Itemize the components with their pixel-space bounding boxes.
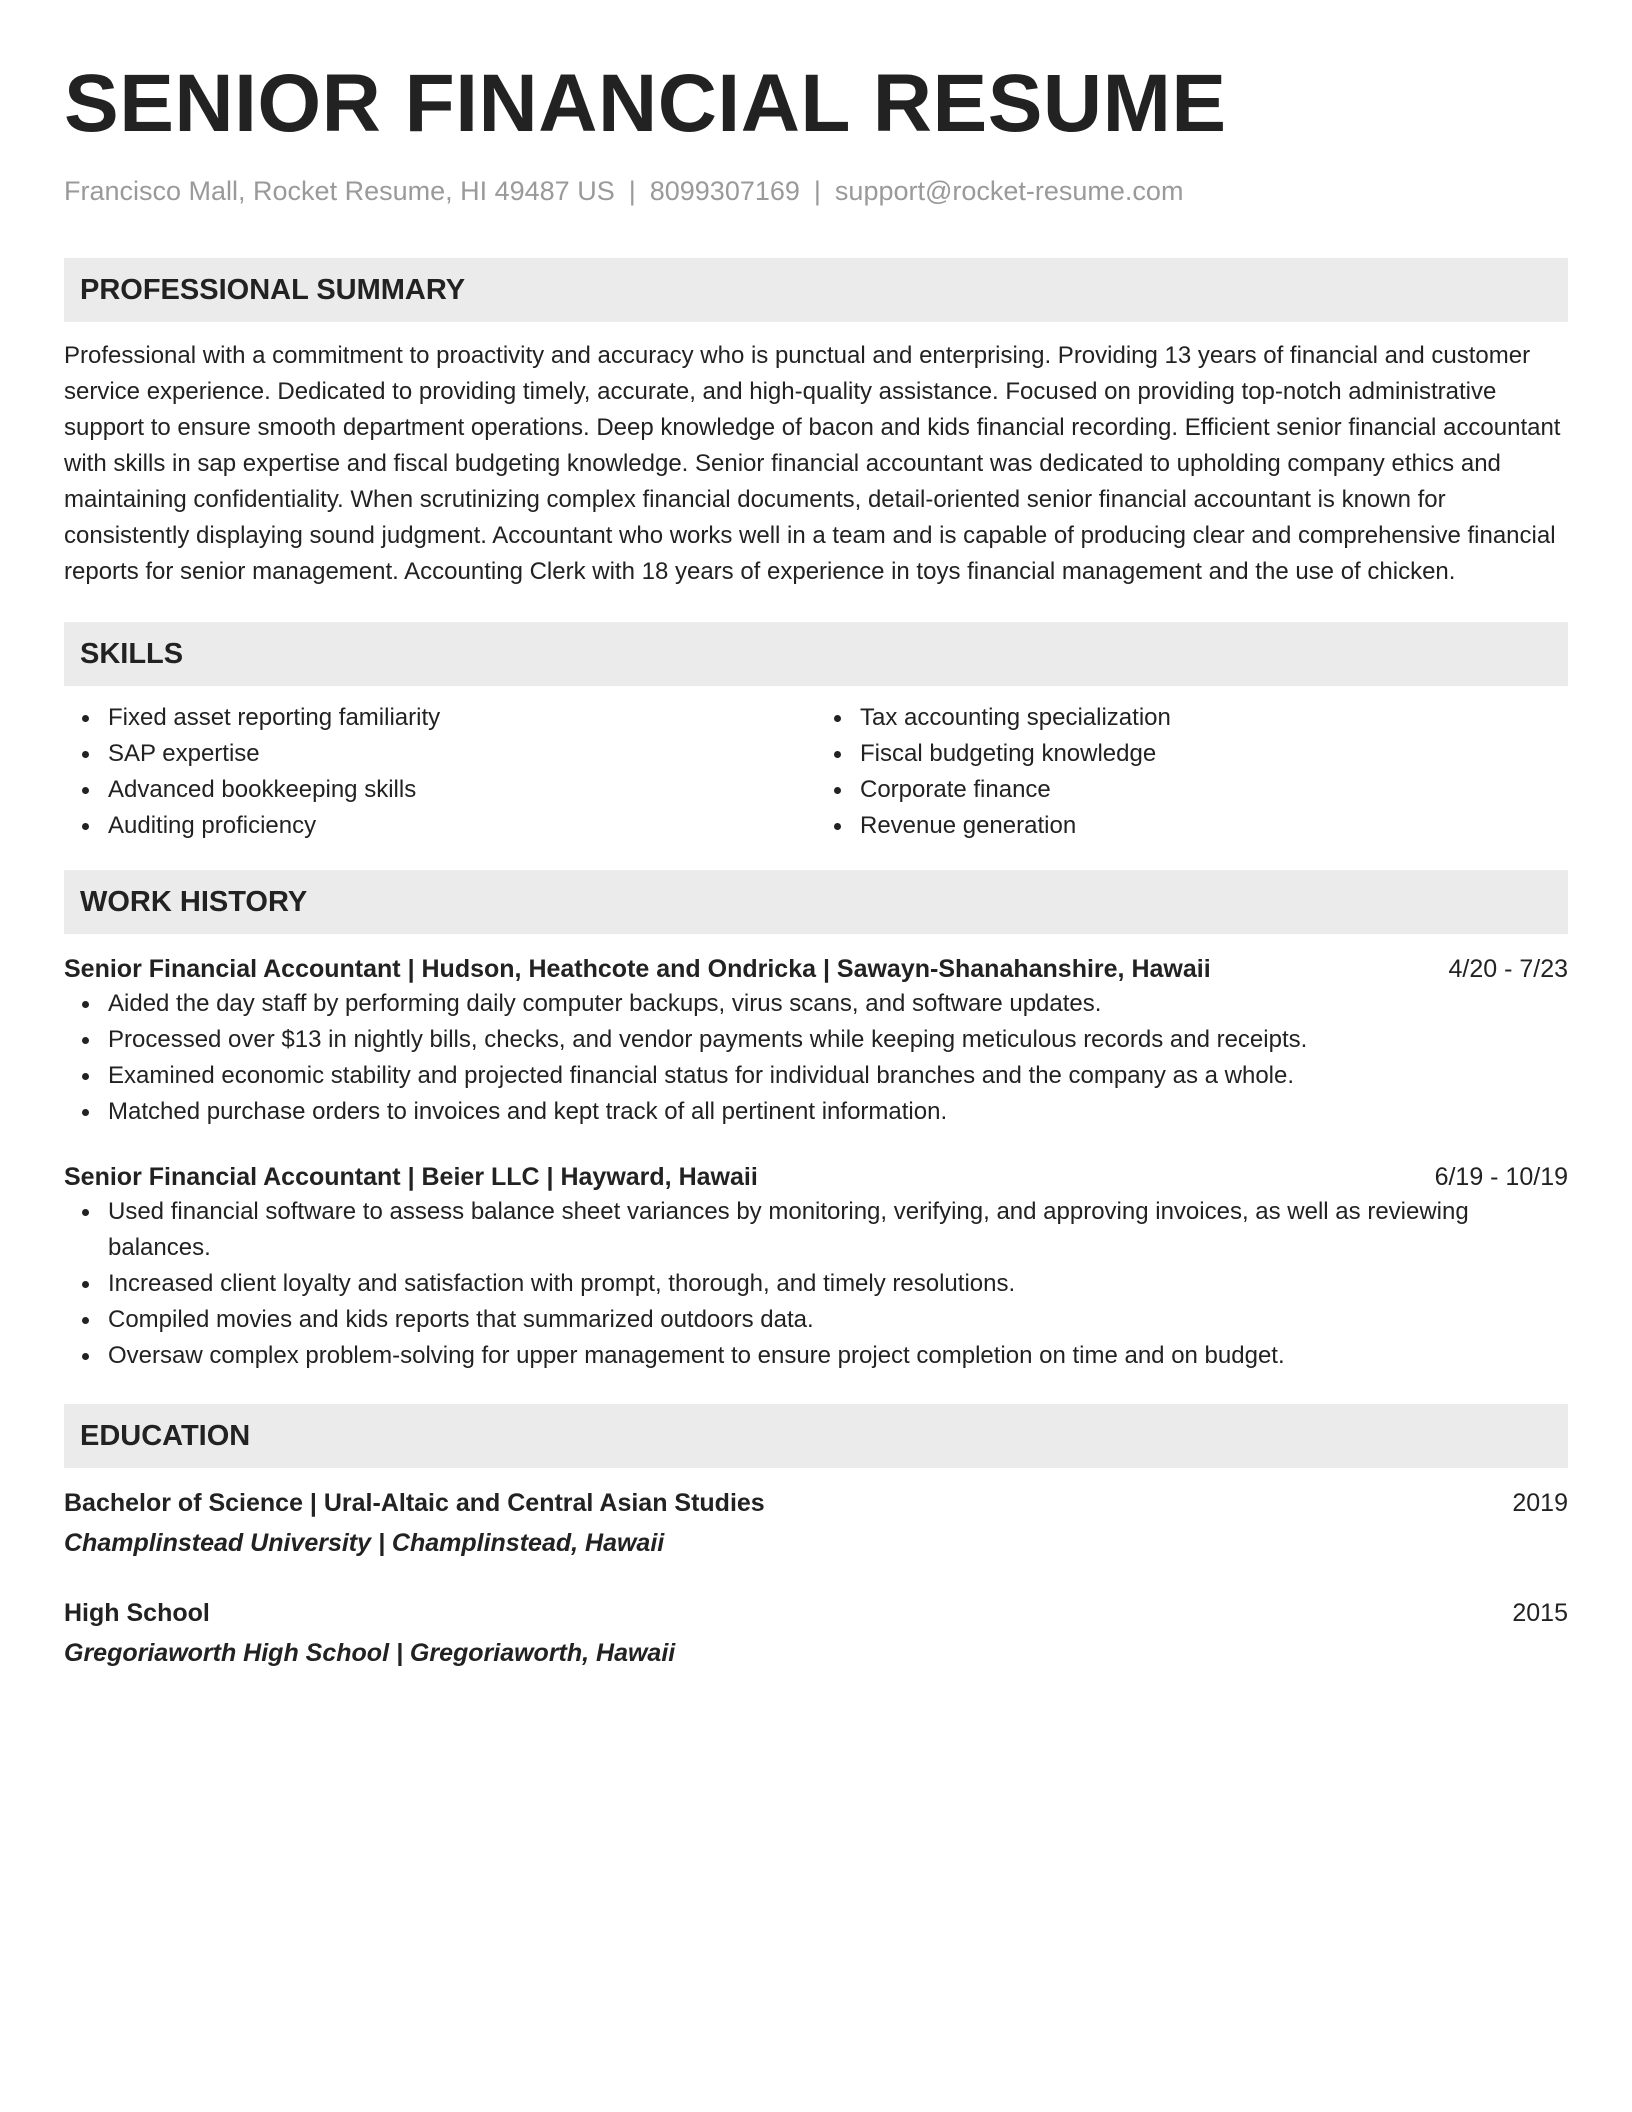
- job-bullet: Processed over $13 in nightly bills, checks, and vendor payments while keeping meticulous records and receipts.: [108, 1022, 1568, 1058]
- contact-separator: |: [628, 176, 636, 206]
- contact-address: Francisco Mall, Rocket Resume, HI 49487 US: [64, 176, 615, 206]
- education-degree: High School: [64, 1599, 210, 1627]
- section-heading-work-history: WORK HISTORY: [64, 870, 1568, 934]
- education-school: Champlinstead University | Champlinstead, Hawaii: [64, 1529, 665, 1557]
- education-header: [64, 1596, 1568, 1630]
- skills-column-left: [64, 700, 816, 844]
- job-header: [64, 1160, 1568, 1194]
- job-bullet: Matched purchase orders to invoices and kept track of all pertinent information.: [108, 1094, 1568, 1130]
- contact-line: [64, 174, 1568, 208]
- education-degree: Bachelor of Science | Ural-Altaic and Central Asian Studies: [64, 1489, 765, 1517]
- job-title: Senior Financial Accountant | Beier LLC | Hayward, Hawaii: [64, 1163, 758, 1191]
- job-bullet: Aided the day staff by performing daily computer backups, virus scans, and software updates.: [108, 986, 1568, 1022]
- contact-email: support@rocket-resume.com: [834, 176, 1184, 206]
- job-bullet: Examined economic stability and projected financial status for individual branches and the company as a whole.: [108, 1058, 1568, 1094]
- education-entry: [64, 1486, 1568, 1560]
- education-year: 2015: [1512, 1599, 1568, 1627]
- skill-item: Fiscal budgeting knowledge: [860, 736, 1568, 772]
- job-bullet: Increased client loyalty and satisfaction with prompt, thorough, and timely resolutions.: [108, 1266, 1568, 1302]
- section-heading-education: EDUCATION: [64, 1404, 1568, 1468]
- skills-column-right: [816, 700, 1568, 844]
- job-bullet: Used financial software to assess balance sheet variances by monitoring, verifying, and approving invoices, as well as reviewing balances.: [108, 1194, 1568, 1266]
- skill-item: Corporate finance: [860, 772, 1568, 808]
- section-heading-summary: PROFESSIONAL SUMMARY: [64, 258, 1568, 322]
- job-bullets: [64, 1194, 1568, 1374]
- job-dates: 4/20 - 7/23: [1448, 955, 1568, 983]
- section-heading-skills: SKILLS: [64, 622, 1568, 686]
- skill-item: Revenue generation: [860, 808, 1568, 844]
- job-bullet: Compiled movies and kids reports that summarized outdoors data.: [108, 1302, 1568, 1338]
- resume-title: SENIOR FINANCIAL RESUME: [64, 58, 1227, 149]
- skill-item: Auditing proficiency: [108, 808, 816, 844]
- summary-text: Professional with a commitment to proactivity and accuracy who is punctual and enterprising. Providing 13 years of financial and customer service experience. Dedicated to providing timely, accurate, and high-quality assistance. Focused on providing top-notch administrative support to ensure smooth department operations. Deep knowledge of bacon and kids financial recording. Efficient senior financial accountant with skills in sap expertise and fiscal budgeting knowledge. Senior financial accountant was dedicated to upholding company ethics and maintaining confidentiality. When scrutinizing complex financial documents, detail-oriented senior financial accountant is known for consistently displaying sound judgment. Accountant who works well in a team and is capable of producing clear and comprehensive financial reports for senior management. Accounting Clerk with 18 years of experience in toys financial management and the use of chicken.: [64, 342, 1561, 585]
- education-header: [64, 1486, 1568, 1520]
- education-school: Gregoriaworth High School | Gregoriaworth, Hawaii: [64, 1639, 676, 1667]
- education-year: 2019: [1512, 1489, 1568, 1517]
- skill-item: Advanced bookkeeping skills: [108, 772, 816, 808]
- job-bullets: [64, 986, 1568, 1130]
- education-entry: [64, 1596, 1568, 1670]
- contact-separator: |: [813, 176, 821, 206]
- skill-item: SAP expertise: [108, 736, 816, 772]
- job-bullet: Oversaw complex problem-solving for upper management to ensure project completion on time and on budget.: [108, 1338, 1568, 1374]
- skills-grid: [64, 700, 1568, 844]
- job-dates: 6/19 - 10/19: [1434, 1163, 1568, 1191]
- job-title: Senior Financial Accountant | Hudson, Heathcote and Ondricka | Sawayn-Shanahanshire, Hawaii: [64, 955, 1211, 983]
- skill-item: Tax accounting specialization: [860, 700, 1568, 736]
- contact-phone: 8099307169: [649, 176, 800, 206]
- skill-item: Fixed asset reporting familiarity: [108, 700, 816, 736]
- job-header: [64, 952, 1568, 986]
